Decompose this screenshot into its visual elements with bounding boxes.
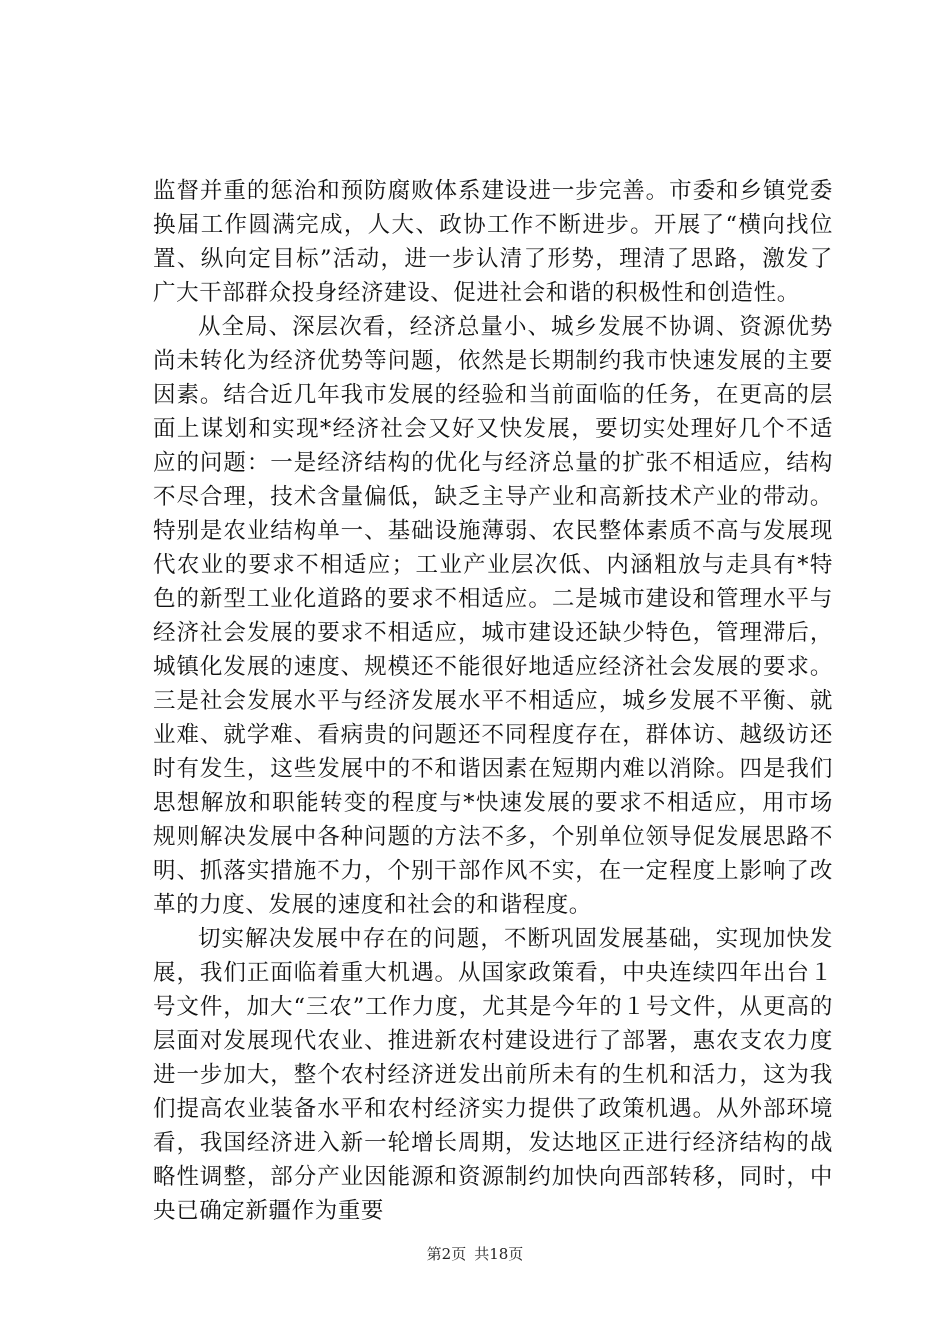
page-total: 共18页 [474, 1245, 524, 1263]
document-body [153, 174, 833, 1228]
paragraph-3: 切实解决发展中存在的问题，不断巩固发展基础，实现加快发展，我们正面临着重大机遇。从国家政策看，中央连续四年出台１号文件，加大“三农”工作力度，尤其是今年的１号文件，从更高的层面对发展现代农业、推进新农村建设进行了部署，惠农支农力度进一步加大，整个农村经济迸发出前所未有的生机和活力，这为我们提高农业装备水平和农村经济实力提供了政策机遇。从外部环境看，我国经济进入新一轮增长周期，发达地区正进行经济结构的战略性调整，部分产业因能源和资源制约加快向西部转移，同时，中央已确定新疆作为重要 [153, 926, 833, 1224]
paragraph-1: 监督并重的惩治和预防腐败体系建设进一步完善。市委和乡镇党委换届工作圆满完成，人大、政协工作不断进步。开展了“横向找位置、纵向定目标”活动，进一步认清了形势，理清了思路，激发了广大干部群众投身经济建设、促进社会和谐的积极性和创造性。 [153, 178, 833, 306]
paragraph-2: 从全局、深层次看，经济总量小、城乡发展不协调、资源优势尚未转化为经济优势等问题，依然是长期制约我市快速发展的主要因素。结合近几年我市发展的经验和当前面临的任务，在更高的层面上谋划和实现*经济社会又好又快发展，要切实处理好几个不适应的问题：一是经济结构的优化与经济总量的扩张不相适应，结构不尽合理，技术含量偏低，缺乏主导产业和高新技术产业的带动。特别是农业结构单一、基础设施薄弱、农民整体素质不高与发展现代农业的要求不相适应；工业产业层次低、内涵粗放与走具有*特色的新型工业化道路的要求不相适应。二是城市建设和管理水平与经济社会发展的要求不相适应，城市建设还缺少特色，管理滞后，城镇化发展的速度、规模还不能很好地适应经济社会发展的要求。三是社会发展水平与经济发展水平不相适应，城乡发展不平衡、就业难、就学难、看病贵的问题还不同程度存在，群体访、越级访还时有发生，这些发展中的不和谐因素在短期内难以消除。四是我们思想解放和职能转变的程度与*快速发展的要求不相适应，用市场规则解决发展中各种问题的方法不多，个别单位领导促发展思路不明、抓落实措施不力，个别干部作风不实，在一定程度上影响了改革的力度、发展的速度和社会的和谐程度。 [153, 314, 833, 918]
page-number: 第2页 [426, 1245, 467, 1263]
page-footer [0, 1244, 950, 1264]
